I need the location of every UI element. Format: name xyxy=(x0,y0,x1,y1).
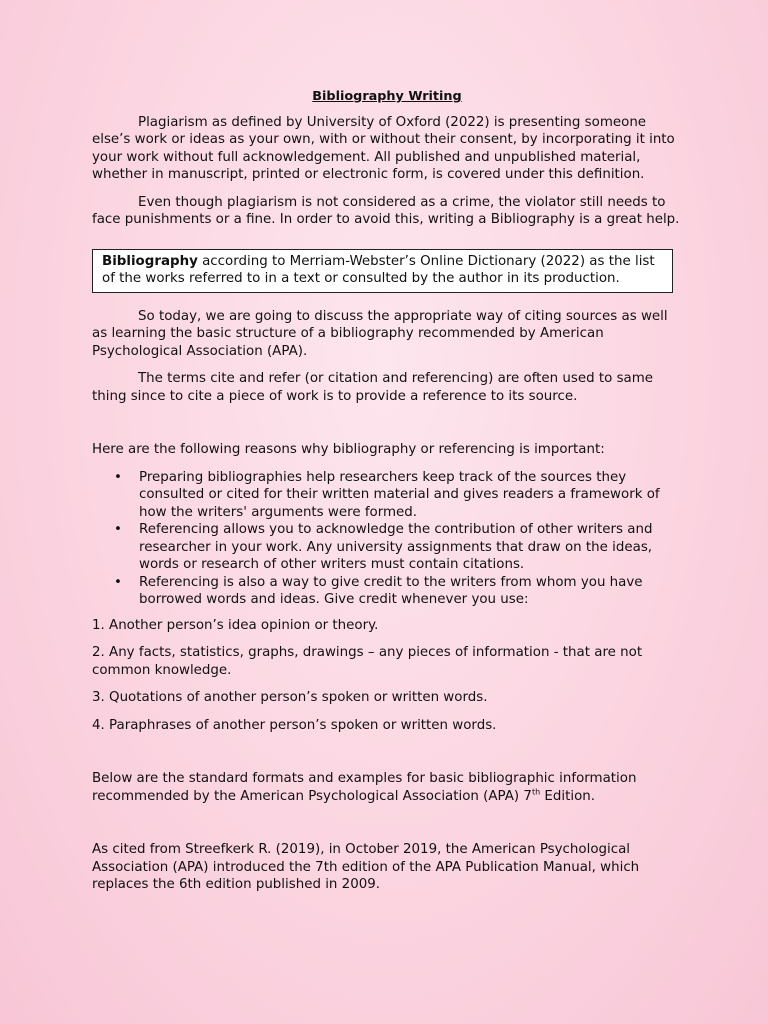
paragraph-plagiarism-consequences: Even though plagiarism is not considered as a crime, the violator still needs to face punishments or a fine. In order to avoid this, writing a Bibliography is a great help. xyxy=(92,194,680,227)
numbered-item-3: 3. Quotations of another person’s spoken or written words. xyxy=(92,690,488,705)
list-item: • Referencing allows you to acknowledge the contribution of other writers and researcher in your work. Any university assignments that draw on the ideas, words or research of other writers must contain citations. xyxy=(139,521,682,574)
paragraph-cite-refer: The terms cite and refer (or citation and referencing) are often used to same thing since to cite a piece of work is to provide a reference to its source. xyxy=(92,371,654,404)
apa-formats-tail: Edition. xyxy=(540,788,596,804)
numbered-item-4: 4. Paraphrases of another person’s spoken or written words. xyxy=(92,717,497,733)
list-item: • Referencing is also a way to give credit to the writers from whom you have borrowed words and ideas. Give credit whenever you use: xyxy=(139,574,682,609)
apa-7th-edition-note: As cited from Streefkerk R. (2019), in October 2019, the American Psychological Association (APA) introduced the 7th edition of the APA Publication Manual, which replaces the 6th edition published in 2009. xyxy=(92,842,640,892)
document-page xyxy=(92,88,682,904)
list-item: • Preparing bibliographies help researchers keep track of the sources they consulted or cited for their written material and gives readers a framework of how the writers' arguments were formed. xyxy=(139,469,682,522)
reasons-intro: Here are the following reasons why bibliography or referencing is important: xyxy=(92,442,605,457)
paragraph-today-topic: So today, we are going to discuss the appropriate way of citing sources as well as learning the basic structure of a bibliography recommended by American Psychological Association (APA). xyxy=(92,308,668,359)
edition-superscript: th xyxy=(531,787,541,797)
apa-formats-intro xyxy=(92,770,682,805)
apa-formats-text: Below are the standard formats and examples for basic bibliographic information recommended by the American Psychological Association (APA) 7 xyxy=(92,771,637,804)
reasons-list xyxy=(92,469,682,609)
numbered-item-1: 1. Another person’s idea opinion or theory. xyxy=(92,617,379,633)
definition-term: Bibliography xyxy=(102,253,198,269)
document-title: Bibliography Writing xyxy=(312,89,462,104)
bibliography-definition-box xyxy=(92,249,673,293)
definition-text: according to Merriam-Webster’s Online Dictionary (2022) as the list of the works referred to in a text or consulted by the author in its production. xyxy=(102,253,655,286)
numbered-item-2: 2. Any facts, statistics, graphs, drawings – any pieces of information - that are not common knowledge. xyxy=(92,645,643,678)
paragraph-plagiarism-definition: Plagiarism as defined by University of Oxford (2022) is presenting someone else’s work or ideas as your own, with or without their consent, by incorporating it into your work without full acknowledgement. All published and unpublished material, whether in manuscript, printed or electronic form, is covered under this definition. xyxy=(92,114,675,182)
